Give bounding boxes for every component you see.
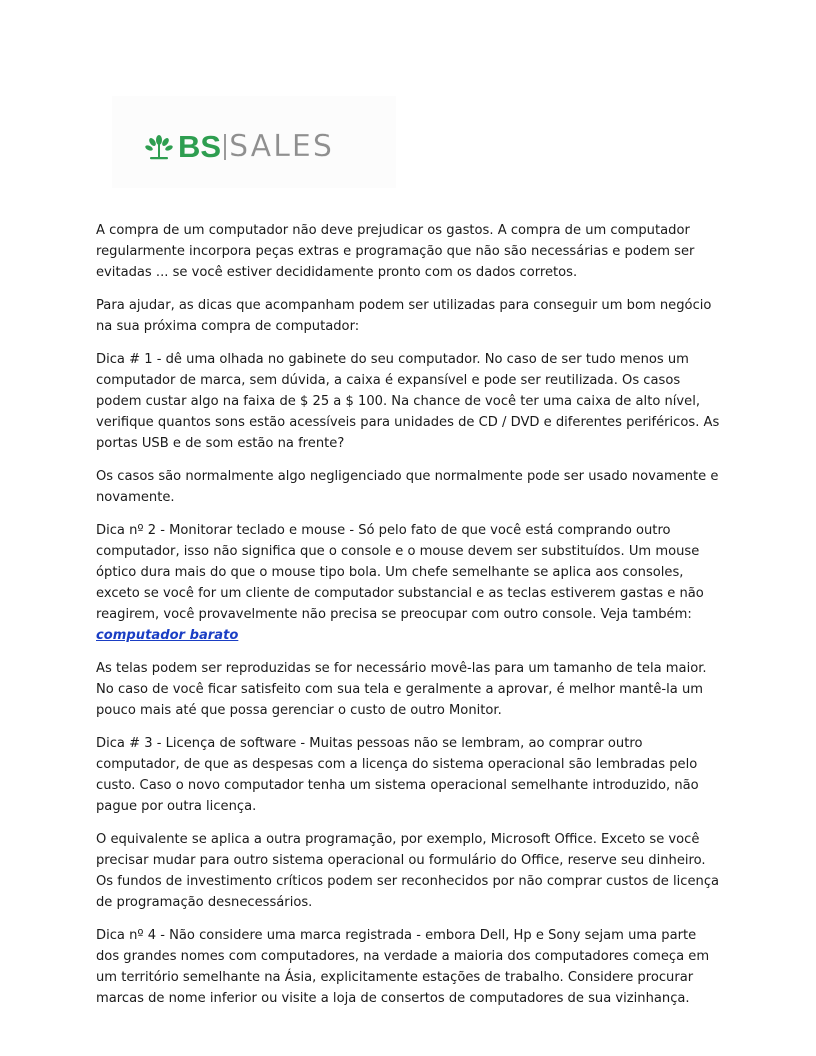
paragraph-intro: A compra de um computador não deve prejudicar os gastos. A compra de um computador regularmente incorpora peças extras e programação que não são necessárias e podem ser evitadas ... se você estiver decididamente pronto com os dados corretos. — [96, 223, 695, 280]
paragraph-help: Para ajudar, as dicas que acompanham podem ser utilizadas para conseguir um bom negócio na sua próxima compra de computador: — [96, 298, 712, 334]
paragraph-tip-4: Dica nº 4 - Não considere uma marca registrada - embora Dell, Hp e Sony sejam uma parte dos grandes nomes com computadores, na verdade a maioria dos computadores começa em um território semelhante na Ásia, explicitamente estações de trabalho. Considere procurar marcas de nome inferior ou visite a loja de consertos de computadores de sua vizinhança. — [96, 928, 710, 1006]
logo-brand-light: SALES — [229, 129, 334, 164]
logo-brand-bold: BS — [178, 129, 222, 164]
paragraph-screens: As telas podem ser reproduzidas se for necessário movê-las para um tamanho de tela maior. No caso de você ficar satisfeito com sua tela e geralmente a aprovar, é melhor mantê-la um pouco mais até que possa gerenciar o custo de outro Monitor. — [96, 661, 707, 718]
paragraph-tip-1: Dica # 1 - dê uma olhada no gabinete do seu computador. No caso de ser tudo menos um computador de marca, sem dúvida, a caixa é expansível e pode ser reutilizada. Os casos podem custar algo na faixa de $ 25 a $ 100. Na chance de você ter uma caixa de alto nível, verifique quantos sons estão acessíveis para unidades de CD / DVD e diferentes periféricos. As portas USB e de som estão na frente? — [96, 352, 720, 451]
paragraph-cases: Os casos são normalmente algo negligenciado que normalmente pode ser usado novamente e novamente. — [96, 469, 719, 505]
bs-sales-logo — [144, 130, 334, 164]
paragraph-office: O equivalente se aplica a outra programação, por exemplo, Microsoft Office. Exceto se você precisar mudar para outro sistema operacional ou formulário do Office, reserve seu dinheiro. Os fundos de investimento críticos podem ser reconhecidos por não comprar custos de licença de programação desnecessários. — [96, 832, 720, 910]
article-body — [96, 220, 722, 1021]
tree-leaf-icon — [144, 133, 174, 161]
paragraph-tip-2 — [96, 520, 722, 646]
cheap-computer-link[interactable]: computador barato — [96, 628, 239, 643]
tip-2-text: Dica nº 2 - Monitorar teclado e mouse - Só pelo fato de que você está comprando outro computador, isso não significa que o console e o mouse devem ser substituídos. Um mouse óptico dura mais do que o mouse tipo bola. Um chefe semelhante se aplica aos consoles, exceto se você for um cliente de computador substancial e as teclas estiverem gastas e não reagirem, você provavelmente não precisa se preocupar com outro console. Veja também: — [96, 523, 704, 622]
paragraph-tip-3: Dica # 3 - Licença de software - Muitas pessoas não se lembram, ao comprar outro computador, de que as despesas com a licença do sistema operacional são lembradas pelo custo. Caso o novo computador tenha um sistema operacional semelhante introduzido, não pague por outra licença. — [96, 736, 699, 814]
logo-separator — [224, 134, 226, 160]
